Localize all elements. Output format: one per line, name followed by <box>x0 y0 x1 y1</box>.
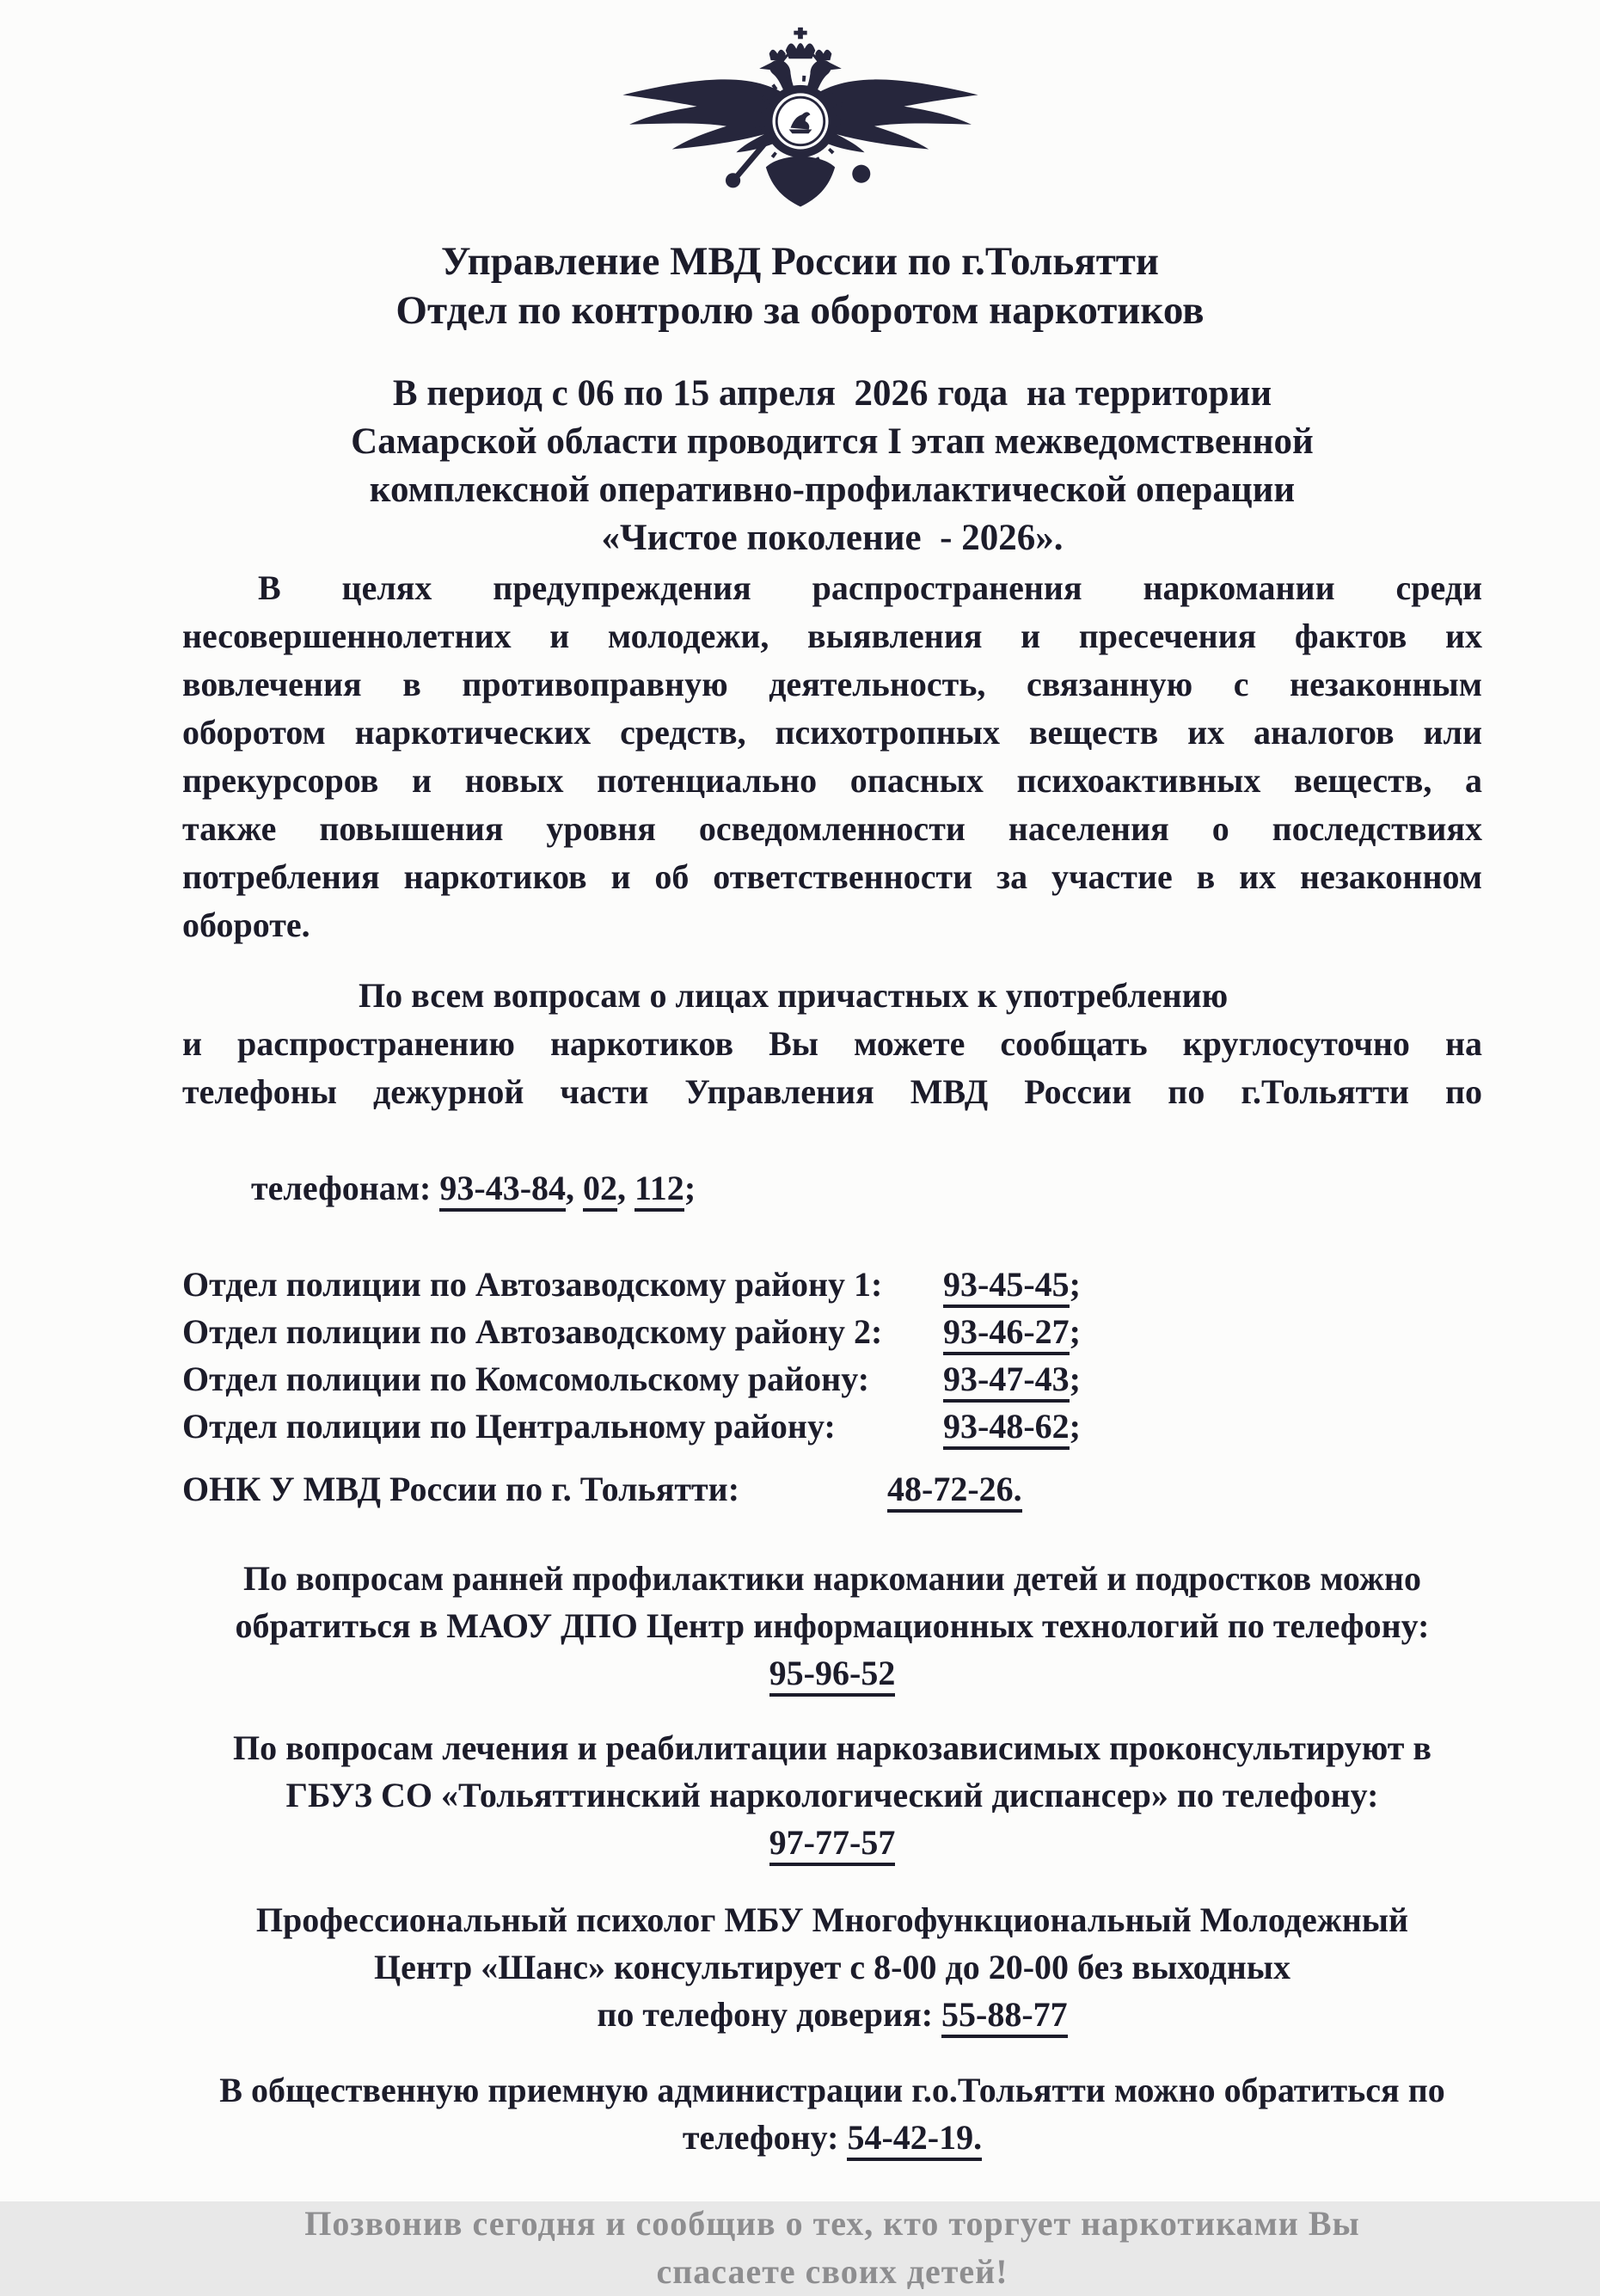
treatment-line: По вопросам лечения и реабилитации наркозависимых проконсультируют в <box>232 1728 1431 1767</box>
reception-phone-line <box>182 2114 1482 2161</box>
onk-phone: 48-72-26. <box>887 1470 1022 1513</box>
purpose-line: прекурсоров и новых потенциально опасных психоактивных веществ, а <box>182 761 1482 800</box>
treatment-phone: 97-77-57 <box>769 1823 896 1866</box>
footer-slogan <box>182 2200 1482 2296</box>
phones-label: телефонам: <box>251 1169 440 1207</box>
separator: ; <box>1069 1312 1081 1351</box>
department-row <box>182 1403 1482 1450</box>
reception-label: телефону: <box>682 2118 848 2157</box>
prevention-line: По вопросам ранней профилактики наркомании детей и подростков можно <box>243 1559 1421 1598</box>
department-name: Отдел полиции по Автозаводскому району 2: <box>182 1312 883 1351</box>
phone-number: 93-43-84 <box>439 1169 566 1212</box>
onk-label: ОНК У МВД России по г. Тольятти: <box>182 1470 740 1508</box>
prevention-section <box>182 1555 1482 1697</box>
document-body <box>182 370 1482 2296</box>
purpose-line: обороте. <box>182 906 310 944</box>
operation-announcement <box>182 370 1482 562</box>
psychologist-line: Центр «Шанс» консультирует с 8-00 до 20-00 без выходных <box>373 1948 1291 1986</box>
title-line-1: Управление МВД России по г.Тольятти <box>441 239 1159 284</box>
department-row <box>182 1261 1482 1308</box>
department-phone: 93-45-45 <box>943 1265 1070 1308</box>
onk-contact <box>182 1465 1482 1513</box>
department-phone: 93-48-62 <box>943 1407 1070 1450</box>
footer-line: Позвонив сегодня и сообщив о тех, кто торгует наркотиками Вы <box>304 2204 1360 2243</box>
psychologist-section <box>182 1896 1482 2038</box>
report-contacts-paragraph <box>182 972 1482 1261</box>
purpose-line: вовлечения в противоправную деятельность, связанную с незаконным <box>182 665 1482 703</box>
department-row <box>182 1308 1482 1355</box>
report-line: телефоны дежурной части Управления МВД России по г.Тольятти по <box>182 1072 1482 1111</box>
purpose-line: несовершеннолетних и молодежи, выявления и пресечения фактов их <box>182 617 1482 655</box>
department-name: Отдел полиции по Автозаводскому району 1: <box>182 1265 883 1304</box>
purpose-line: потребления наркотиков и об ответственности за участие в их незаконном <box>182 857 1482 896</box>
department-phone: 93-46-27 <box>943 1312 1070 1355</box>
duty-phones-line <box>182 1116 1482 1261</box>
treatment-line: ГБУЗ СО «Тольяттинский наркологический диспансер» по телефону: <box>285 1776 1379 1814</box>
purpose-line: оборотом наркотических средств, психотропных веществ их аналогов или <box>182 713 1482 752</box>
treatment-phone-line <box>182 1819 1482 1866</box>
police-departments-list <box>182 1261 1482 1450</box>
separator: ; <box>1069 1360 1081 1398</box>
document-title <box>0 237 1600 335</box>
department-name: Отдел полиции по Комсомольскому району: <box>182 1360 870 1398</box>
separator: , <box>566 1169 584 1207</box>
psychologist-line: Профессиональный психолог МБУ Многофункциональный Молодежный <box>255 1900 1409 1939</box>
title-line-2: Отдел по контролю за оборотом наркотиков <box>395 288 1205 333</box>
reception-phone: 54-42-19. <box>847 2118 982 2161</box>
separator: ; <box>1069 1265 1081 1304</box>
report-line: и распространению наркотиков Вы можете сообщать круглосуточно на <box>182 1024 1482 1063</box>
department-name: Отдел полиции по Центральному району: <box>182 1407 836 1446</box>
prevention-phone-line <box>182 1649 1482 1697</box>
prevention-phone: 95-96-52 <box>769 1654 896 1697</box>
reception-line: В общественную приемную администрации г.о.Тольятти можно обратиться по <box>219 2071 1445 2109</box>
footer-line: спасаете своих детей! <box>656 2252 1008 2291</box>
department-phone: 93-47-43 <box>943 1360 1070 1403</box>
treatment-section <box>182 1724 1482 1866</box>
announcement-line: Самарской области проводится I этап межведомственной <box>351 421 1314 462</box>
purpose-line: также повышения уровня осведомленности населения о последствиях <box>182 809 1482 848</box>
mvd-emblem <box>0 26 1600 215</box>
phone-number: 02 <box>583 1169 617 1212</box>
report-line: По всем вопросам о лицах причастных к употреблению <box>359 976 1229 1015</box>
announcement-line: «Чистое поколение - 2026». <box>601 518 1064 558</box>
separator: , <box>617 1169 635 1207</box>
double-headed-eagle-icon <box>603 26 998 215</box>
announcement-line: В период с 06 по 15 апреля 2026 года на территории <box>392 373 1272 414</box>
reception-section <box>182 2066 1482 2161</box>
department-row <box>182 1355 1482 1403</box>
prevention-line: обратиться в МАОУ ДПО Центр информационных технологий по телефону: <box>235 1606 1430 1645</box>
purpose-line: В целях предупреждения распространения наркомании среди <box>258 568 1482 607</box>
phone-number: 112 <box>634 1169 684 1212</box>
psychologist-phone: 55-88-77 <box>941 1995 1068 2038</box>
helpline-label: по телефону доверия: <box>597 1995 942 2034</box>
announcement-line: комплексной оперативно-профилактической операции <box>369 470 1296 510</box>
separator: ; <box>1069 1407 1081 1446</box>
psychologist-phone-line <box>182 1991 1482 2038</box>
separator: ; <box>684 1169 696 1207</box>
purpose-paragraph <box>182 564 1482 949</box>
